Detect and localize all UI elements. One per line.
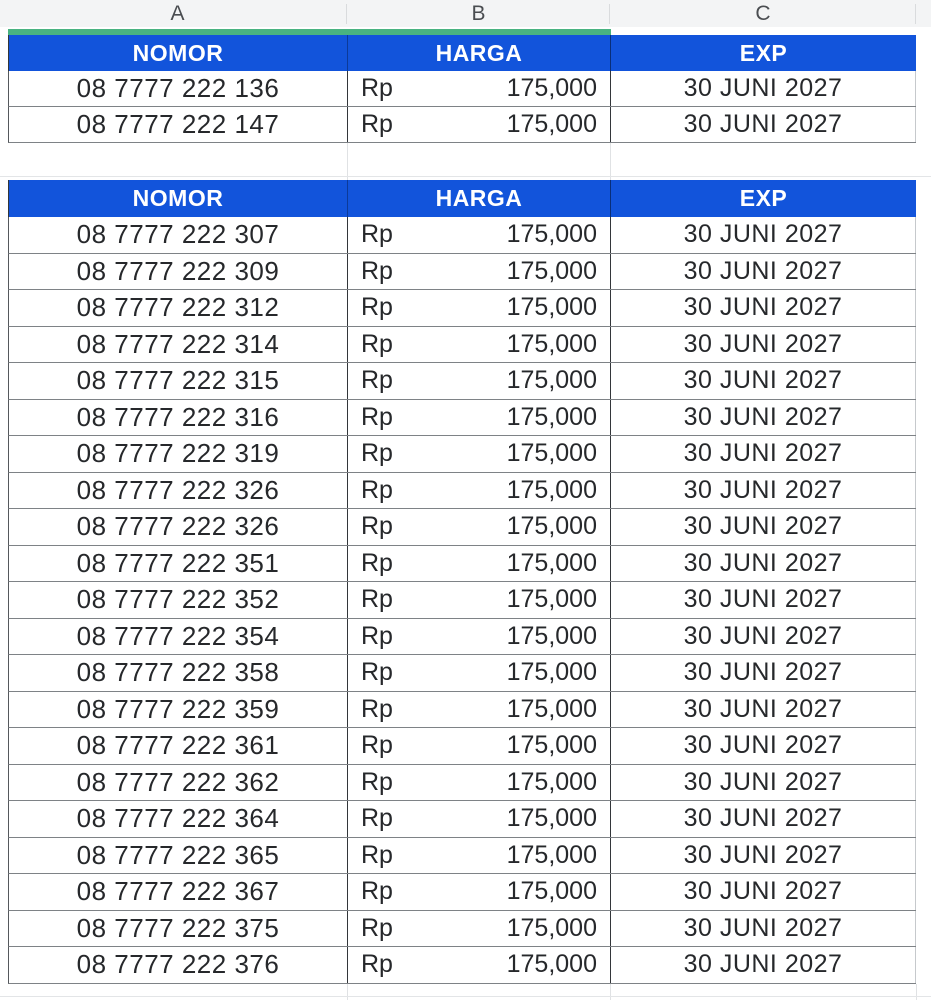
gridline — [0, 176, 931, 177]
table-row — [8, 947, 916, 984]
table-row — [8, 582, 916, 619]
price-value: 175,000 — [506, 110, 597, 138]
currency-label: Rp — [361, 293, 393, 322]
column-separator — [609, 4, 610, 24]
cell-harga[interactable] — [348, 436, 611, 472]
cell-nomor[interactable]: 08 7777 222 375 — [9, 911, 348, 947]
currency-label: Rp — [361, 913, 393, 942]
price-value: 175,000 — [506, 913, 597, 942]
cell-exp[interactable]: 30 JUNI 2027 — [611, 838, 916, 874]
cell-harga[interactable] — [348, 546, 611, 582]
cell-harga[interactable] — [348, 801, 611, 837]
cell-harga[interactable] — [348, 947, 611, 983]
cell-harga[interactable] — [348, 911, 611, 947]
table-row — [8, 801, 916, 838]
price-value: 175,000 — [506, 293, 597, 322]
cell-exp[interactable]: 30 JUNI 2027 — [611, 400, 916, 436]
table-row — [8, 363, 916, 400]
currency-label: Rp — [361, 548, 393, 577]
header-cell-harga[interactable]: HARGA — [348, 180, 611, 217]
cell-nomor[interactable]: 08 7777 222 136 — [9, 71, 348, 106]
price-value: 175,000 — [506, 512, 597, 541]
cell-exp[interactable]: 30 JUNI 2027 — [611, 582, 916, 618]
gridline — [347, 143, 348, 180]
cell-exp[interactable]: 30 JUNI 2027 — [611, 874, 916, 910]
gridline — [347, 984, 348, 1000]
table-row — [8, 290, 916, 327]
cell-nomor[interactable]: 08 7777 222 362 — [9, 765, 348, 801]
price-value: 175,000 — [506, 256, 597, 285]
column-letter-strip — [0, 0, 931, 27]
currency-label: Rp — [361, 366, 393, 395]
cell-harga[interactable] — [348, 765, 611, 801]
table-row — [8, 874, 916, 911]
cell-exp[interactable]: 30 JUNI 2027 — [611, 473, 916, 509]
currency-label: Rp — [361, 475, 393, 504]
table-header-row — [8, 35, 916, 71]
cell-harga[interactable] — [348, 290, 611, 326]
cell-exp[interactable]: 30 JUNI 2027 — [611, 911, 916, 947]
table-row — [8, 400, 916, 437]
cell-harga[interactable] — [348, 363, 611, 399]
table-row — [8, 911, 916, 948]
cell-exp[interactable]: 30 JUNI 2027 — [611, 947, 916, 983]
price-value: 175,000 — [506, 621, 597, 650]
currency-label: Rp — [361, 585, 393, 614]
currency-label: Rp — [361, 74, 393, 102]
cell-harga[interactable] — [348, 473, 611, 509]
price-value: 175,000 — [506, 731, 597, 760]
header-cell-harga[interactable]: HARGA — [348, 35, 611, 71]
currency-label: Rp — [361, 621, 393, 650]
table-row — [8, 728, 916, 765]
cell-nomor[interactable]: 08 7777 222 365 — [9, 838, 348, 874]
price-value: 175,000 — [506, 220, 597, 249]
currency-label: Rp — [361, 877, 393, 906]
currency-label: Rp — [361, 804, 393, 833]
table-row — [8, 71, 916, 107]
currency-label: Rp — [361, 658, 393, 687]
cell-nomor[interactable]: 08 7777 222 354 — [9, 619, 348, 655]
cell-nomor[interactable]: 08 7777 222 361 — [9, 728, 348, 764]
cell-nomor[interactable]: 08 7777 222 364 — [9, 801, 348, 837]
table-row — [8, 473, 916, 510]
table-row — [8, 655, 916, 692]
price-value: 175,000 — [506, 804, 597, 833]
cell-exp[interactable]: 30 JUNI 2027 — [611, 765, 916, 801]
gridline — [610, 984, 611, 1000]
cell-exp[interactable]: 30 JUNI 2027 — [611, 254, 916, 290]
gridline — [916, 984, 917, 1000]
cell-exp[interactable]: 30 JUNI 2027 — [611, 509, 916, 545]
column-header-b[interactable]: B — [471, 1, 486, 25]
cell-exp[interactable]: 30 JUNI 2027 — [611, 436, 916, 472]
cell-harga[interactable] — [348, 254, 611, 290]
table-row — [8, 217, 916, 254]
cell-exp[interactable]: 30 JUNI 2027 — [611, 363, 916, 399]
gridline — [610, 143, 611, 180]
table-row — [8, 436, 916, 473]
cell-nomor[interactable]: 08 7777 222 312 — [9, 290, 348, 326]
cell-nomor[interactable]: 08 7777 222 358 — [9, 655, 348, 691]
table-row — [8, 692, 916, 729]
table-row — [8, 254, 916, 291]
currency-label: Rp — [361, 329, 393, 358]
table-body — [8, 217, 916, 984]
price-value: 175,000 — [506, 840, 597, 869]
cell-exp[interactable]: 30 JUNI 2027 — [611, 655, 916, 691]
price-value: 175,000 — [506, 439, 597, 468]
cell-exp[interactable]: 30 JUNI 2027 — [611, 728, 916, 764]
header-cell-nomor[interactable]: NOMOR — [9, 180, 348, 217]
cell-exp[interactable]: 30 JUNI 2027 — [611, 546, 916, 582]
cell-exp[interactable]: 30 JUNI 2027 — [611, 801, 916, 837]
price-value: 175,000 — [506, 329, 597, 358]
cell-harga[interactable] — [348, 217, 611, 253]
gridline — [0, 996, 931, 997]
table-row — [8, 838, 916, 875]
cell-exp[interactable]: 30 JUNI 2027 — [611, 217, 916, 253]
price-value: 175,000 — [506, 877, 597, 906]
column-separator — [346, 4, 347, 24]
cell-harga[interactable] — [348, 655, 611, 691]
table-main — [8, 180, 916, 984]
currency-label: Rp — [361, 220, 393, 249]
cell-harga[interactable] — [348, 71, 611, 106]
cell-nomor[interactable]: 08 7777 222 314 — [9, 327, 348, 363]
cell-nomor[interactable]: 08 7777 222 316 — [9, 400, 348, 436]
header-cell-nomor[interactable]: NOMOR — [9, 35, 348, 71]
header-cell-exp[interactable]: EXP — [739, 185, 788, 211]
currency-label: Rp — [361, 256, 393, 285]
price-value: 175,000 — [506, 950, 597, 979]
currency-label: Rp — [361, 512, 393, 541]
column-header-a[interactable]: A — [170, 1, 185, 25]
currency-label: Rp — [361, 402, 393, 431]
column-header-c[interactable]: C — [755, 1, 771, 25]
cell-nomor[interactable]: 08 7777 222 351 — [9, 546, 348, 582]
cell-harga[interactable] — [348, 619, 611, 655]
cell-harga[interactable] — [348, 582, 611, 618]
currency-label: Rp — [361, 840, 393, 869]
cell-exp[interactable]: 30 JUNI 2027 — [611, 107, 916, 142]
cell-nomor[interactable]: 08 7777 222 326 — [9, 509, 348, 545]
currency-label: Rp — [361, 767, 393, 796]
table-row — [8, 546, 916, 583]
cell-harga[interactable] — [348, 400, 611, 436]
cell-nomor[interactable]: 08 7777 222 307 — [9, 217, 348, 253]
cell-nomor[interactable]: 08 7777 222 315 — [9, 363, 348, 399]
cell-exp[interactable]: 30 JUNI 2027 — [611, 290, 916, 326]
cell-harga[interactable] — [348, 874, 611, 910]
currency-label: Rp — [361, 439, 393, 468]
cell-harga[interactable] — [348, 728, 611, 764]
currency-label: Rp — [361, 694, 393, 723]
currency-label: Rp — [361, 950, 393, 979]
table-header-row — [8, 180, 916, 217]
header-cell-exp[interactable]: EXP — [739, 39, 788, 66]
table-row — [8, 107, 916, 143]
price-value: 175,000 — [506, 585, 597, 614]
table-body — [8, 71, 916, 143]
price-value: 175,000 — [506, 548, 597, 577]
table-row — [8, 765, 916, 802]
price-value: 175,000 — [506, 366, 597, 395]
cell-exp[interactable]: 30 JUNI 2027 — [611, 692, 916, 728]
price-value: 175,000 — [506, 475, 597, 504]
table-row — [8, 509, 916, 546]
cell-exp[interactable]: 30 JUNI 2027 — [611, 327, 916, 363]
cell-harga[interactable] — [348, 838, 611, 874]
cell-harga[interactable] — [348, 509, 611, 545]
cell-harga[interactable] — [348, 692, 611, 728]
price-value: 175,000 — [506, 767, 597, 796]
cell-exp[interactable]: 30 JUNI 2027 — [611, 619, 916, 655]
cell-harga[interactable] — [348, 327, 611, 363]
cell-nomor[interactable]: 08 7777 222 147 — [9, 107, 348, 142]
cell-harga[interactable] — [348, 107, 611, 142]
cell-nomor[interactable]: 08 7777 222 352 — [9, 582, 348, 618]
table-top — [8, 35, 916, 143]
currency-label: Rp — [361, 110, 393, 138]
table-row — [8, 327, 916, 364]
currency-label: Rp — [361, 731, 393, 760]
price-value: 175,000 — [506, 658, 597, 687]
cell-exp[interactable]: 30 JUNI 2027 — [611, 71, 916, 106]
table-row — [8, 619, 916, 656]
column-separator — [915, 4, 916, 24]
cell-nomor[interactable]: 08 7777 222 309 — [9, 254, 348, 290]
price-value: 175,000 — [506, 694, 597, 723]
cell-nomor[interactable]: 08 7777 222 359 — [9, 692, 348, 728]
cell-nomor[interactable]: 08 7777 222 376 — [9, 947, 348, 983]
price-value: 175,000 — [506, 74, 597, 102]
cell-nomor[interactable]: 08 7777 222 326 — [9, 473, 348, 509]
cell-nomor[interactable]: 08 7777 222 367 — [9, 874, 348, 910]
cell-nomor[interactable]: 08 7777 222 319 — [9, 436, 348, 472]
price-value: 175,000 — [506, 402, 597, 431]
